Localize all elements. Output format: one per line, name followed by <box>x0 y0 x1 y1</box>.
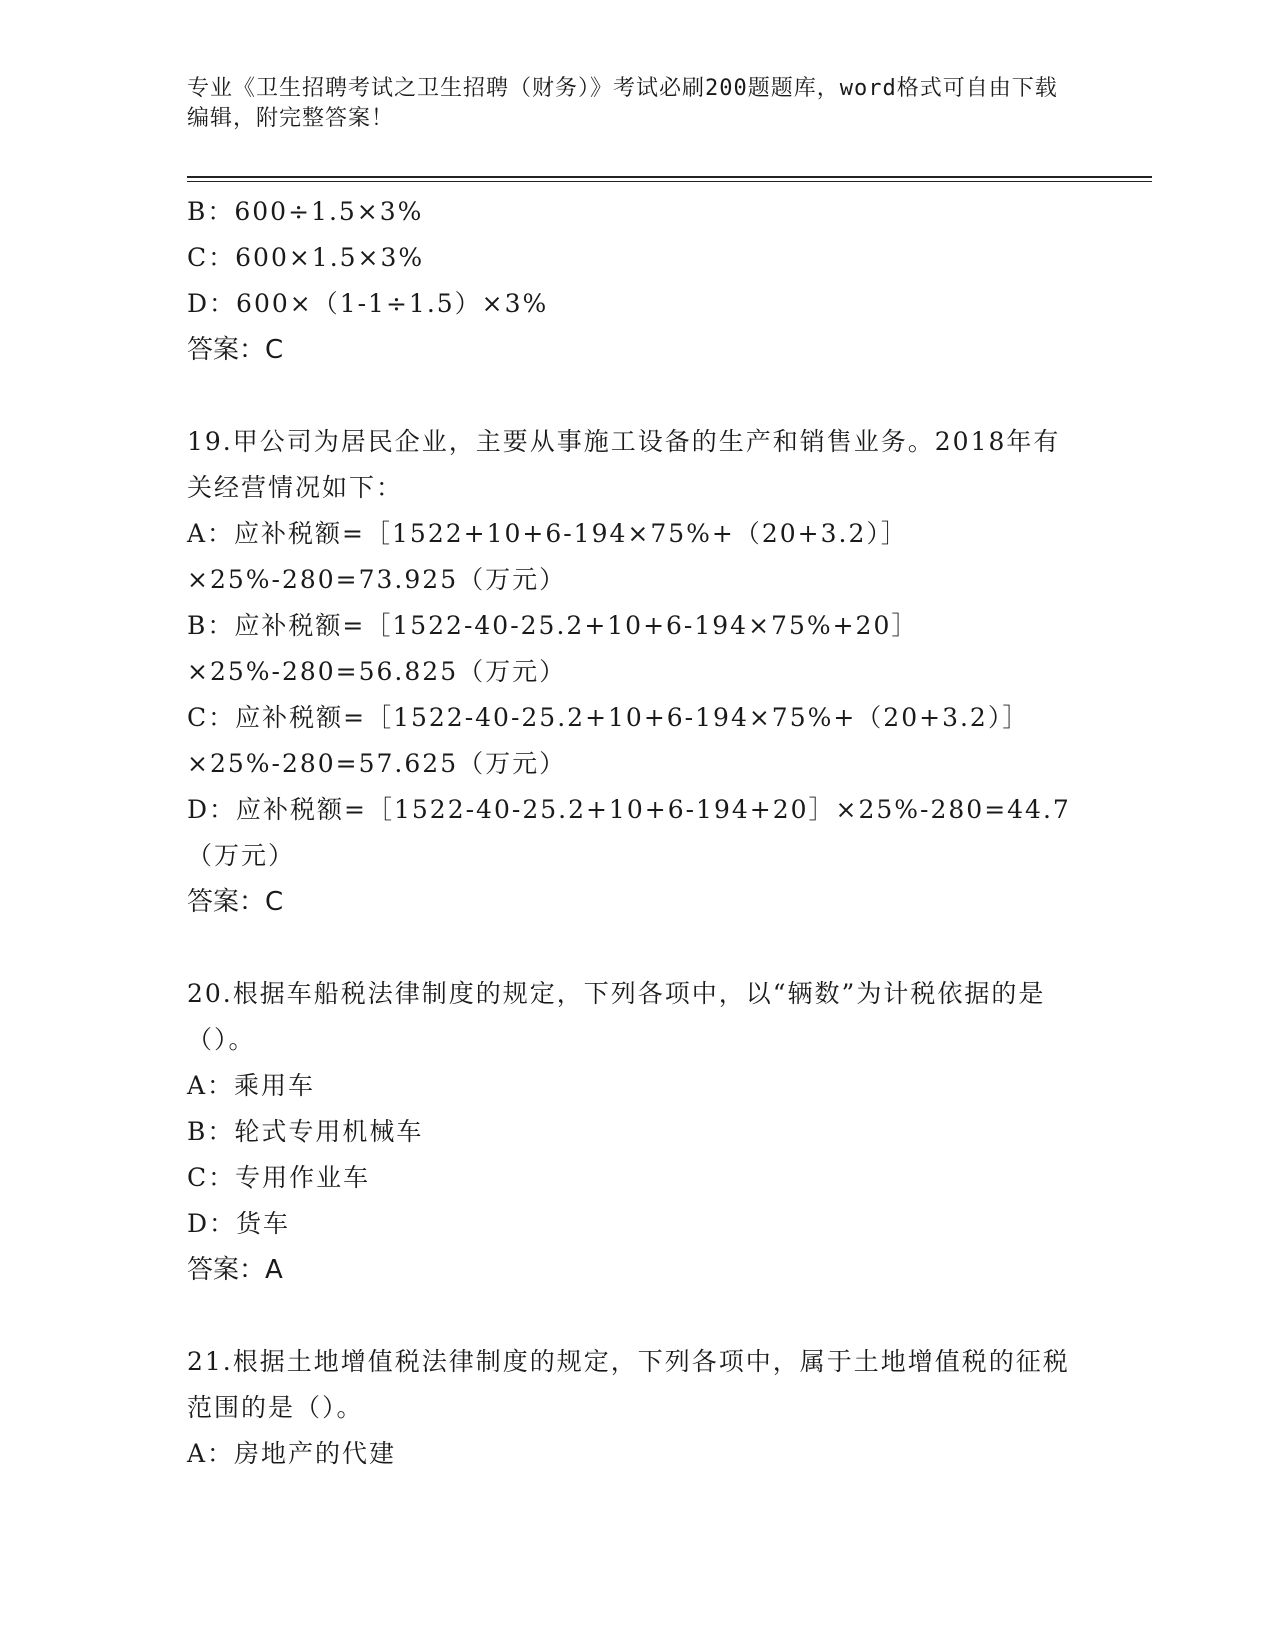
option-c: C：应补税额=［1522-40-25.2+10+6-194×75%+（20+3.2）］×25%-280=57.625（万元） <box>187 703 1030 778</box>
spacer <box>187 1293 1082 1339</box>
option-a: A：应补税额=［1522+10+6-194×75%+（20+3.2）］×25%-280=73.925（万元） <box>187 519 908 594</box>
option-b: B：轮式专用机械车 <box>187 1117 424 1146</box>
option-c: C：专用作业车 <box>187 1163 371 1192</box>
option-d: D：600×（1-1÷1.5）×3% <box>187 289 549 318</box>
question-content <box>187 189 1082 1477</box>
spacer <box>187 925 1082 971</box>
answer-line: 答案：A <box>187 1255 283 1285</box>
option-a: A：房地产的代建 <box>187 1439 397 1468</box>
question-stem: 20.根据车船税法律制度的规定，下列各项中，以“辆数”为计税依据的是（）。 <box>187 979 1046 1054</box>
option-b: B：应补税额=［1522-40-25.2+10+6-194×75%+20］×25%-280=56.825（万元） <box>187 611 919 686</box>
spacer <box>187 373 1082 419</box>
question-stem: 19.甲公司为居民企业，主要从事施工设备的生产和销售业务。2018年有关经营情况如下： <box>187 427 1061 502</box>
header-divider-thin <box>187 181 1152 182</box>
option-a: A：乘用车 <box>187 1071 316 1100</box>
question-19 <box>187 419 1082 925</box>
option-d: D：货车 <box>187 1209 291 1238</box>
question-20 <box>187 971 1082 1293</box>
question-18-tail <box>187 189 1082 373</box>
option-d: D：应补税额=［1522-40-25.2+10+6-194+20］×25%-280=44.7（万元） <box>187 795 1071 870</box>
header-divider-thick <box>187 176 1152 178</box>
document-header: 专业《卫生招聘考试之卫生招聘（财务）》考试必刷200题题库，word格式可自由下载编辑，附完整答案！ <box>187 76 1058 131</box>
question-21 <box>187 1339 1082 1477</box>
answer-line: 答案：C <box>187 887 284 917</box>
question-stem: 21.根据土地增值税法律制度的规定，下列各项中，属于土地增值税的征税范围的是（）。 <box>187 1347 1070 1422</box>
option-b: B：600÷1.5×3% <box>187 197 424 226</box>
option-c: C：600×1.5×3% <box>187 243 425 272</box>
answer-line: 答案：C <box>187 335 284 365</box>
